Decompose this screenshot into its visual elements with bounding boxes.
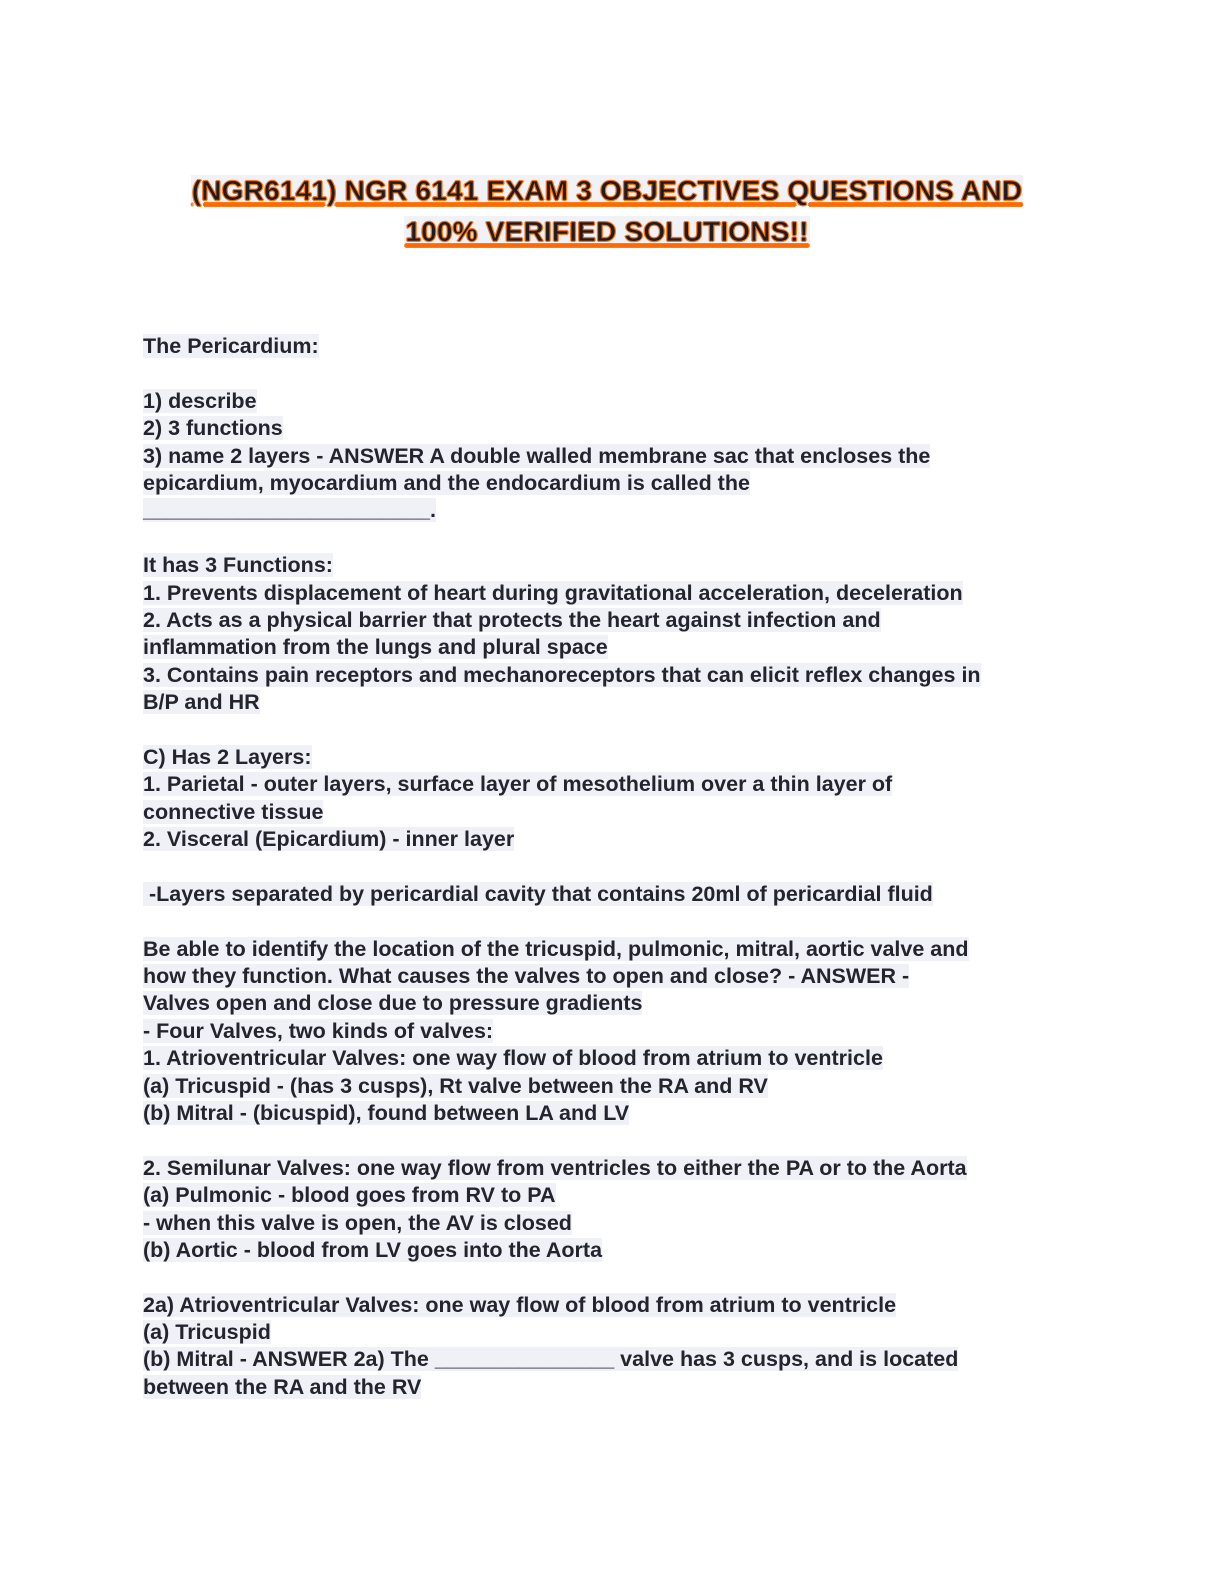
blank-line bbox=[143, 360, 1083, 387]
blank-line bbox=[143, 908, 1083, 935]
text-line-content: 1. Parietal - outer layers, surface layer of mesothelium over a thin layer of bbox=[143, 772, 893, 797]
text-line-content: connective tissue bbox=[143, 799, 324, 824]
blank-line bbox=[143, 716, 1083, 743]
text-line-content: - when this valve is open, the AV is closed bbox=[143, 1210, 572, 1235]
text-line bbox=[143, 1045, 1083, 1072]
document-title bbox=[143, 170, 1071, 252]
text-line bbox=[143, 607, 1083, 634]
text-line bbox=[143, 881, 1083, 908]
text-line bbox=[143, 470, 1083, 497]
text-line-content: 2. Visceral (Epicardium) - inner layer bbox=[143, 827, 515, 852]
text-line bbox=[143, 580, 1083, 607]
text-line bbox=[143, 744, 1083, 771]
text-line bbox=[143, 1182, 1083, 1209]
text-line bbox=[143, 1374, 1083, 1401]
text-line bbox=[143, 415, 1083, 442]
text-line-content: ________________________. bbox=[143, 498, 436, 523]
title-line-2: 100% VERIFIED SOLUTIONS!! bbox=[405, 216, 809, 247]
text-line bbox=[143, 1018, 1083, 1045]
text-line bbox=[143, 799, 1083, 826]
text-line bbox=[143, 826, 1083, 853]
text-line bbox=[143, 1292, 1083, 1319]
text-line bbox=[143, 662, 1083, 689]
text-line bbox=[143, 1073, 1083, 1100]
blank-line bbox=[143, 1127, 1083, 1154]
text-line-content: (b) Mitral - ANSWER 2a) The _______________ valve has 3 cusps, and is located bbox=[143, 1347, 959, 1372]
text-line-content: 3. Contains pain receptors and mechanoreceptors that can elicit reflex changes in bbox=[143, 662, 981, 687]
text-line-content: (a) Pulmonic - blood goes from RV to PA bbox=[143, 1183, 556, 1208]
text-line bbox=[143, 1155, 1083, 1182]
text-line bbox=[143, 963, 1083, 990]
text-line-content: 2. Semilunar Valves: one way flow from ventricles to either the PA or to the Aorta bbox=[143, 1155, 967, 1180]
text-line bbox=[143, 689, 1083, 716]
text-line-content: inflammation from the lungs and plural space bbox=[143, 635, 608, 660]
text-line bbox=[143, 1100, 1083, 1127]
text-line bbox=[143, 1346, 1083, 1373]
text-line-content: 2. Acts as a physical barrier that protects the heart against infection and bbox=[143, 607, 881, 632]
text-line-content: how they function. What causes the valves to open and close? - ANSWER - bbox=[143, 963, 910, 988]
text-line-content: 1) describe bbox=[143, 388, 257, 413]
text-line-content: epicardium, myocardium and the endocardium is called the bbox=[143, 470, 750, 495]
text-line-content: 3) name 2 layers - ANSWER A double walled membrane sac that encloses the bbox=[143, 443, 931, 468]
text-line-content: -Layers separated by pericardial cavity that contains 20ml of pericardial fluid bbox=[143, 881, 933, 906]
text-line-content: 1. Atrioventricular Valves: one way flow of blood from atrium to ventricle bbox=[143, 1046, 883, 1071]
text-line-content: 1. Prevents displacement of heart during gravitational acceleration, deceleration bbox=[143, 580, 963, 605]
text-line-content: C) Has 2 Layers: bbox=[143, 744, 312, 769]
text-line bbox=[143, 497, 1083, 524]
text-line-content: 2a) Atrioventricular Valves: one way flow of blood from atrium to ventricle bbox=[143, 1292, 897, 1317]
text-line-content: Valves open and close due to pressure gradients bbox=[143, 991, 643, 1016]
text-line-content: 2) 3 functions bbox=[143, 416, 283, 441]
text-line-content: B/P and HR bbox=[143, 690, 260, 715]
text-line bbox=[143, 771, 1083, 798]
text-line-content: The Pericardium: bbox=[143, 334, 319, 358]
text-line-content: Be able to identify the location of the tricuspid, pulmonic, mitral, aortic valve and bbox=[143, 936, 969, 961]
text-line bbox=[143, 1237, 1083, 1264]
text-line-content: (a) Tricuspid bbox=[143, 1320, 271, 1345]
document-body bbox=[143, 333, 1083, 1401]
text-line-content: It has 3 Functions: bbox=[143, 553, 333, 578]
text-line-content: (a) Tricuspid - (has 3 cusps), Rt valve between the RA and RV bbox=[143, 1073, 768, 1098]
text-line bbox=[143, 1319, 1083, 1346]
text-line bbox=[143, 552, 1083, 579]
blank-line bbox=[143, 525, 1083, 552]
title-line-1: (NGR6141) NGR 6141 EXAM 3 OBJECTIVES QUESTIONS AND bbox=[191, 175, 1023, 206]
text-line-content: (b) Aortic - blood from LV goes into the Aorta bbox=[143, 1237, 603, 1262]
text-line-content: (b) Mitral - (bicuspid), found between LA and LV bbox=[143, 1100, 630, 1125]
text-line bbox=[143, 634, 1083, 661]
text-line-content: - Four Valves, two kinds of valves: bbox=[143, 1018, 494, 1043]
text-line bbox=[143, 936, 1083, 963]
text-line-content: between the RA and the RV bbox=[143, 1374, 422, 1399]
blank-line bbox=[143, 853, 1083, 880]
text-line bbox=[143, 333, 1083, 360]
text-line bbox=[143, 443, 1083, 470]
text-line bbox=[143, 388, 1083, 415]
text-line bbox=[143, 1210, 1083, 1237]
blank-line bbox=[143, 1264, 1083, 1291]
text-line bbox=[143, 990, 1083, 1017]
